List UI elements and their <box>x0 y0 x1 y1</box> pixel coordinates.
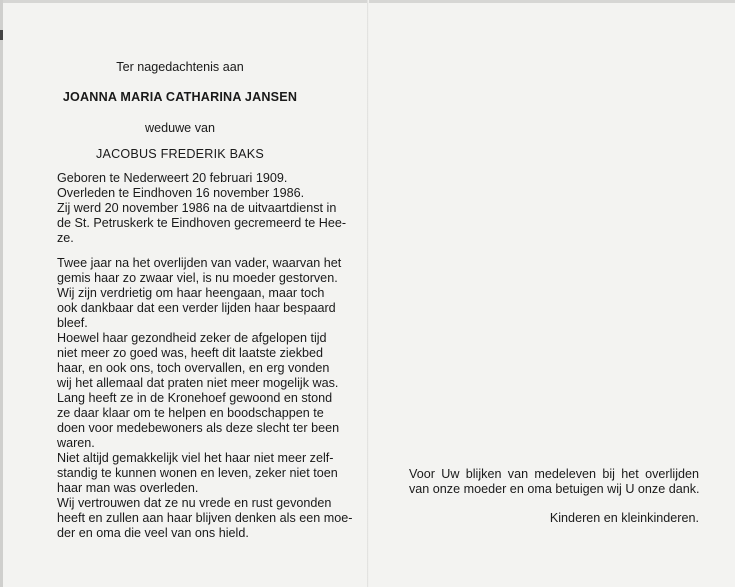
thanks-line: Voor Uw blijken van medeleven bij het overlijden <box>409 467 699 481</box>
text-line: Wij zijn verdrietig om haar heengaan, maar toch <box>57 286 325 300</box>
text-line: gemis haar zo zwaar viel, is nu moeder gestorven. <box>57 271 338 285</box>
text-line: ook dankbaar dat een verder lijden haar bespaard <box>57 301 336 315</box>
text-line: doen voor medebewoners als deze slecht ter been <box>57 421 340 435</box>
scan-mark <box>0 30 3 40</box>
text-line: heeft en zullen aan haar blijven denken als een moe- <box>57 511 353 525</box>
text-line: haar, en ook ons, toch overvallen, en erg vonden <box>57 361 330 375</box>
funeral-line: de St. Petruskerk te Eindhoven gecremeerd te Hee- <box>57 216 347 230</box>
text-line: standig te kunnen wonen en leven, zeker niet toen <box>57 466 338 480</box>
text-line: Wij vertrouwen dat ze nu vrede en rust gevonden <box>57 496 332 510</box>
opening-line: Ter nagedachtenis aan <box>116 60 244 74</box>
text-line: wij het allemaal dat praten niet meer mogelijk was. <box>57 376 339 390</box>
text-line: Hoewel haar gezondheid zeker de afgelopen tijd <box>57 331 327 345</box>
deceased-name: JOANNA MARIA CATHARINA JANSEN <box>62 90 298 104</box>
relation-line: weduwe van <box>144 121 215 135</box>
text-line: bleef. <box>57 316 88 330</box>
birth-line: Geboren te Nederweert 20 februari 1909. <box>57 171 288 185</box>
card-fold <box>367 0 369 587</box>
text-line: der en oma die veel van ons hield. <box>57 526 249 540</box>
thanks-line: van onze moeder en oma betuigen wij U onze dank. <box>409 482 700 496</box>
text-line: Lang heeft ze in de Kronehoef gewoond en stond <box>57 391 333 405</box>
text-line: Niet altijd gemakkelijk viel het haar niet meer zelf- <box>57 451 334 465</box>
text-line: ze daar klaar om te helpen en boodschappen te <box>57 406 324 420</box>
text-line: Twee jaar na het overlijden van vader, waarvan het <box>57 256 342 270</box>
text-line: haar man was overleden. <box>57 481 199 495</box>
death-line: Overleden te Eindhoven 16 november 1986. <box>57 186 305 200</box>
funeral-line: ze. <box>57 231 74 245</box>
funeral-line: Zij werd 20 november 1986 na de uitvaartdienst in <box>57 201 337 215</box>
spouse-name: JACOBUS FREDERIK BAKS <box>96 147 264 161</box>
text-line: waren. <box>57 436 95 450</box>
card-left-edge <box>0 0 3 587</box>
signature-line: Kinderen en kleinkinderen. <box>549 511 699 525</box>
text-line: niet meer zo goed was, heeft dit laatste ziekbed <box>57 346 324 360</box>
